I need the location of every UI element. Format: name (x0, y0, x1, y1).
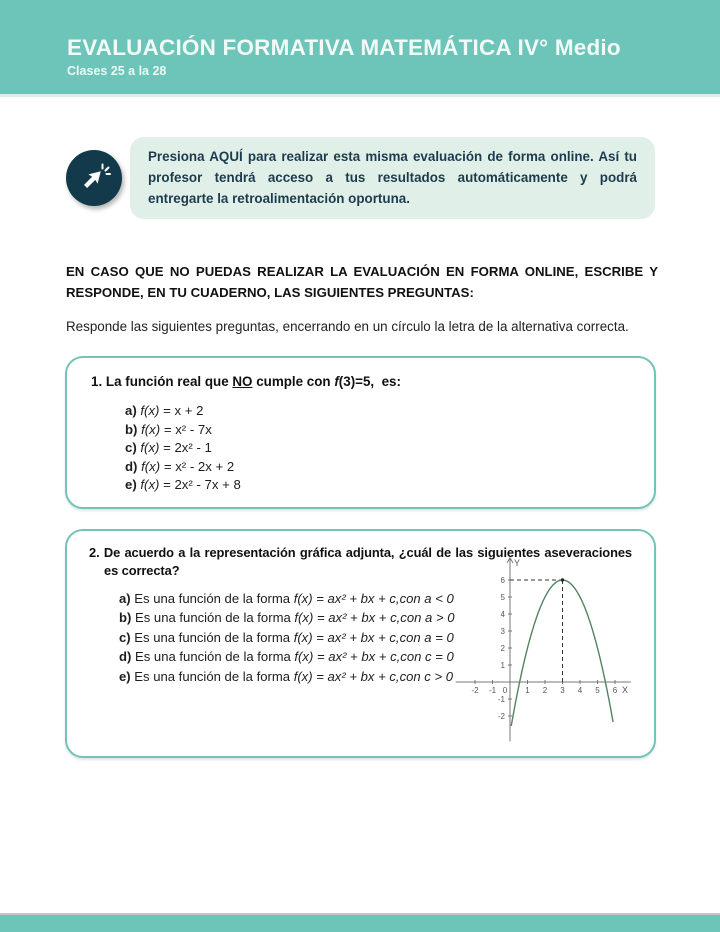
svg-text:1: 1 (524, 685, 530, 695)
option-fx: f(x) (140, 403, 160, 418)
option-letter: d) (125, 458, 142, 474)
option-expression: = x² - 7x (160, 421, 212, 437)
option-fx: f(x) (140, 440, 160, 456)
parabola-graph (455, 550, 645, 746)
svg-text:-1: -1 (488, 685, 496, 695)
q1-title-part: 1. La función real que (91, 374, 233, 389)
option-formula: f(x) = ax² + bx + c,con a = 0 (293, 629, 454, 645)
question-2-box (65, 529, 656, 758)
option-text: Es una función de la forma (134, 629, 294, 645)
question-2-option-b (119, 608, 455, 627)
question-2-option-c (119, 628, 455, 647)
option-fx: f(x) (140, 477, 160, 493)
svg-text:-1: -1 (497, 694, 505, 704)
option-letter: e) (119, 668, 135, 684)
callout-text-pre: Presiona (148, 149, 210, 164)
svg-text:-2: -2 (470, 685, 479, 695)
option-text: Es una función de la forma (134, 668, 294, 684)
option-expression: = 2x² - 1 (159, 440, 212, 456)
option-letter: a) (125, 403, 141, 418)
option-text: Es una función de la forma (134, 590, 294, 606)
footer-band (0, 915, 720, 932)
question-2-option-d (119, 647, 455, 666)
option-letter: d) (119, 649, 135, 665)
cursor-click-icon (77, 161, 111, 195)
callout-box (130, 137, 655, 219)
option-letter: a) (119, 590, 135, 606)
click-badge[interactable] (66, 150, 122, 206)
q1-title-part: cumple con (252, 374, 335, 389)
header-band (0, 0, 720, 97)
option-fx: f(x) (141, 458, 161, 474)
question-2-options (119, 589, 455, 686)
option-formula: f(x) = ax² + bx + c,con a < 0 (293, 590, 454, 606)
parabola-chart-svg (455, 550, 645, 746)
question-1-option-e (125, 476, 630, 495)
option-text: Es una función de la forma (135, 610, 295, 626)
option-letter: b) (119, 610, 135, 626)
question-1-option-d (125, 458, 630, 477)
callout-text (148, 146, 641, 209)
svg-text:2: 2 (500, 643, 505, 653)
question-1-option-c (125, 439, 630, 458)
svg-text:1: 1 (500, 660, 505, 670)
question-1-option-b (125, 421, 630, 440)
option-text: Es una función de la forma (135, 649, 295, 665)
option-formula: f(x) = ax² + bx + c,con c = 0 (294, 649, 454, 665)
option-letter: b) (125, 421, 142, 437)
question-1-option-a (125, 402, 630, 421)
question-2-option-e (119, 667, 455, 686)
svg-text:Y: Y (513, 557, 520, 568)
header-subtitle: Clases 25 a la 28 (67, 64, 167, 78)
svg-text:3: 3 (500, 626, 505, 636)
svg-text:2: 2 (542, 685, 547, 695)
q1-title-no: NO (232, 374, 253, 389)
option-fx: f(x) (141, 421, 161, 437)
question-1-box (65, 356, 656, 509)
question-1-options (125, 402, 630, 495)
question-2-title: 2. De acuerdo a la representación gráfica adjunta, ¿cuál de las siguientes aseveraciones es correcta? (89, 544, 632, 578)
option-formula: f(x) = ax² + bx + c,con a > 0 (294, 610, 455, 626)
q1-title-part: (3)=5, es: (338, 374, 401, 389)
option-letter: c) (125, 440, 141, 456)
option-expression: = 2x² - 7x + 8 (159, 477, 241, 493)
svg-text:5: 5 (500, 592, 505, 602)
online-callout (66, 137, 720, 219)
callout-text-post: para realizar esta misma evaluación de forma online. Así tu profesor tendrá acceso a tus resultados automáticamente y podrá entregarte la retroalimentación oportuna. (148, 149, 641, 206)
svg-text:3: 3 (559, 685, 565, 695)
svg-text:0: 0 (502, 685, 507, 695)
option-letter: e) (125, 477, 141, 493)
svg-text:5: 5 (594, 685, 600, 695)
page-title: EVALUACIÓN FORMATIVA MATEMÁTICA IV° Medio (67, 35, 621, 60)
option-expression: = x² - 2x + 2 (160, 458, 235, 474)
svg-text:6: 6 (612, 685, 617, 695)
option-expression: = x + 2 (159, 403, 204, 418)
question-1-title (91, 373, 630, 391)
svg-text:4: 4 (500, 609, 505, 619)
online-link[interactable]: AQUÍ (209, 149, 243, 164)
svg-text:X: X (621, 684, 628, 695)
option-formula: f(x) = ax² + bx + c,con c > 0 (293, 668, 454, 684)
svg-text:-2: -2 (497, 711, 505, 721)
respond-instruction: Responde las siguientes preguntas, encerrando en un círculo la letra de la alternativa correcta. (66, 319, 629, 334)
q1-title-f: f (334, 374, 339, 389)
svg-text:4: 4 (577, 685, 582, 695)
question-2-option-a (119, 589, 455, 608)
offline-warning-text: EN CASO QUE NO PUEDAS REALIZAR LA EVALUACIÓN EN FORMA ONLINE, ESCRIBE Y RESPONDE, EN TU CUADERNO, LAS SIGUIENTES PREGUNTAS: (66, 264, 662, 300)
option-letter: c) (119, 629, 135, 645)
svg-text:6: 6 (500, 575, 505, 585)
